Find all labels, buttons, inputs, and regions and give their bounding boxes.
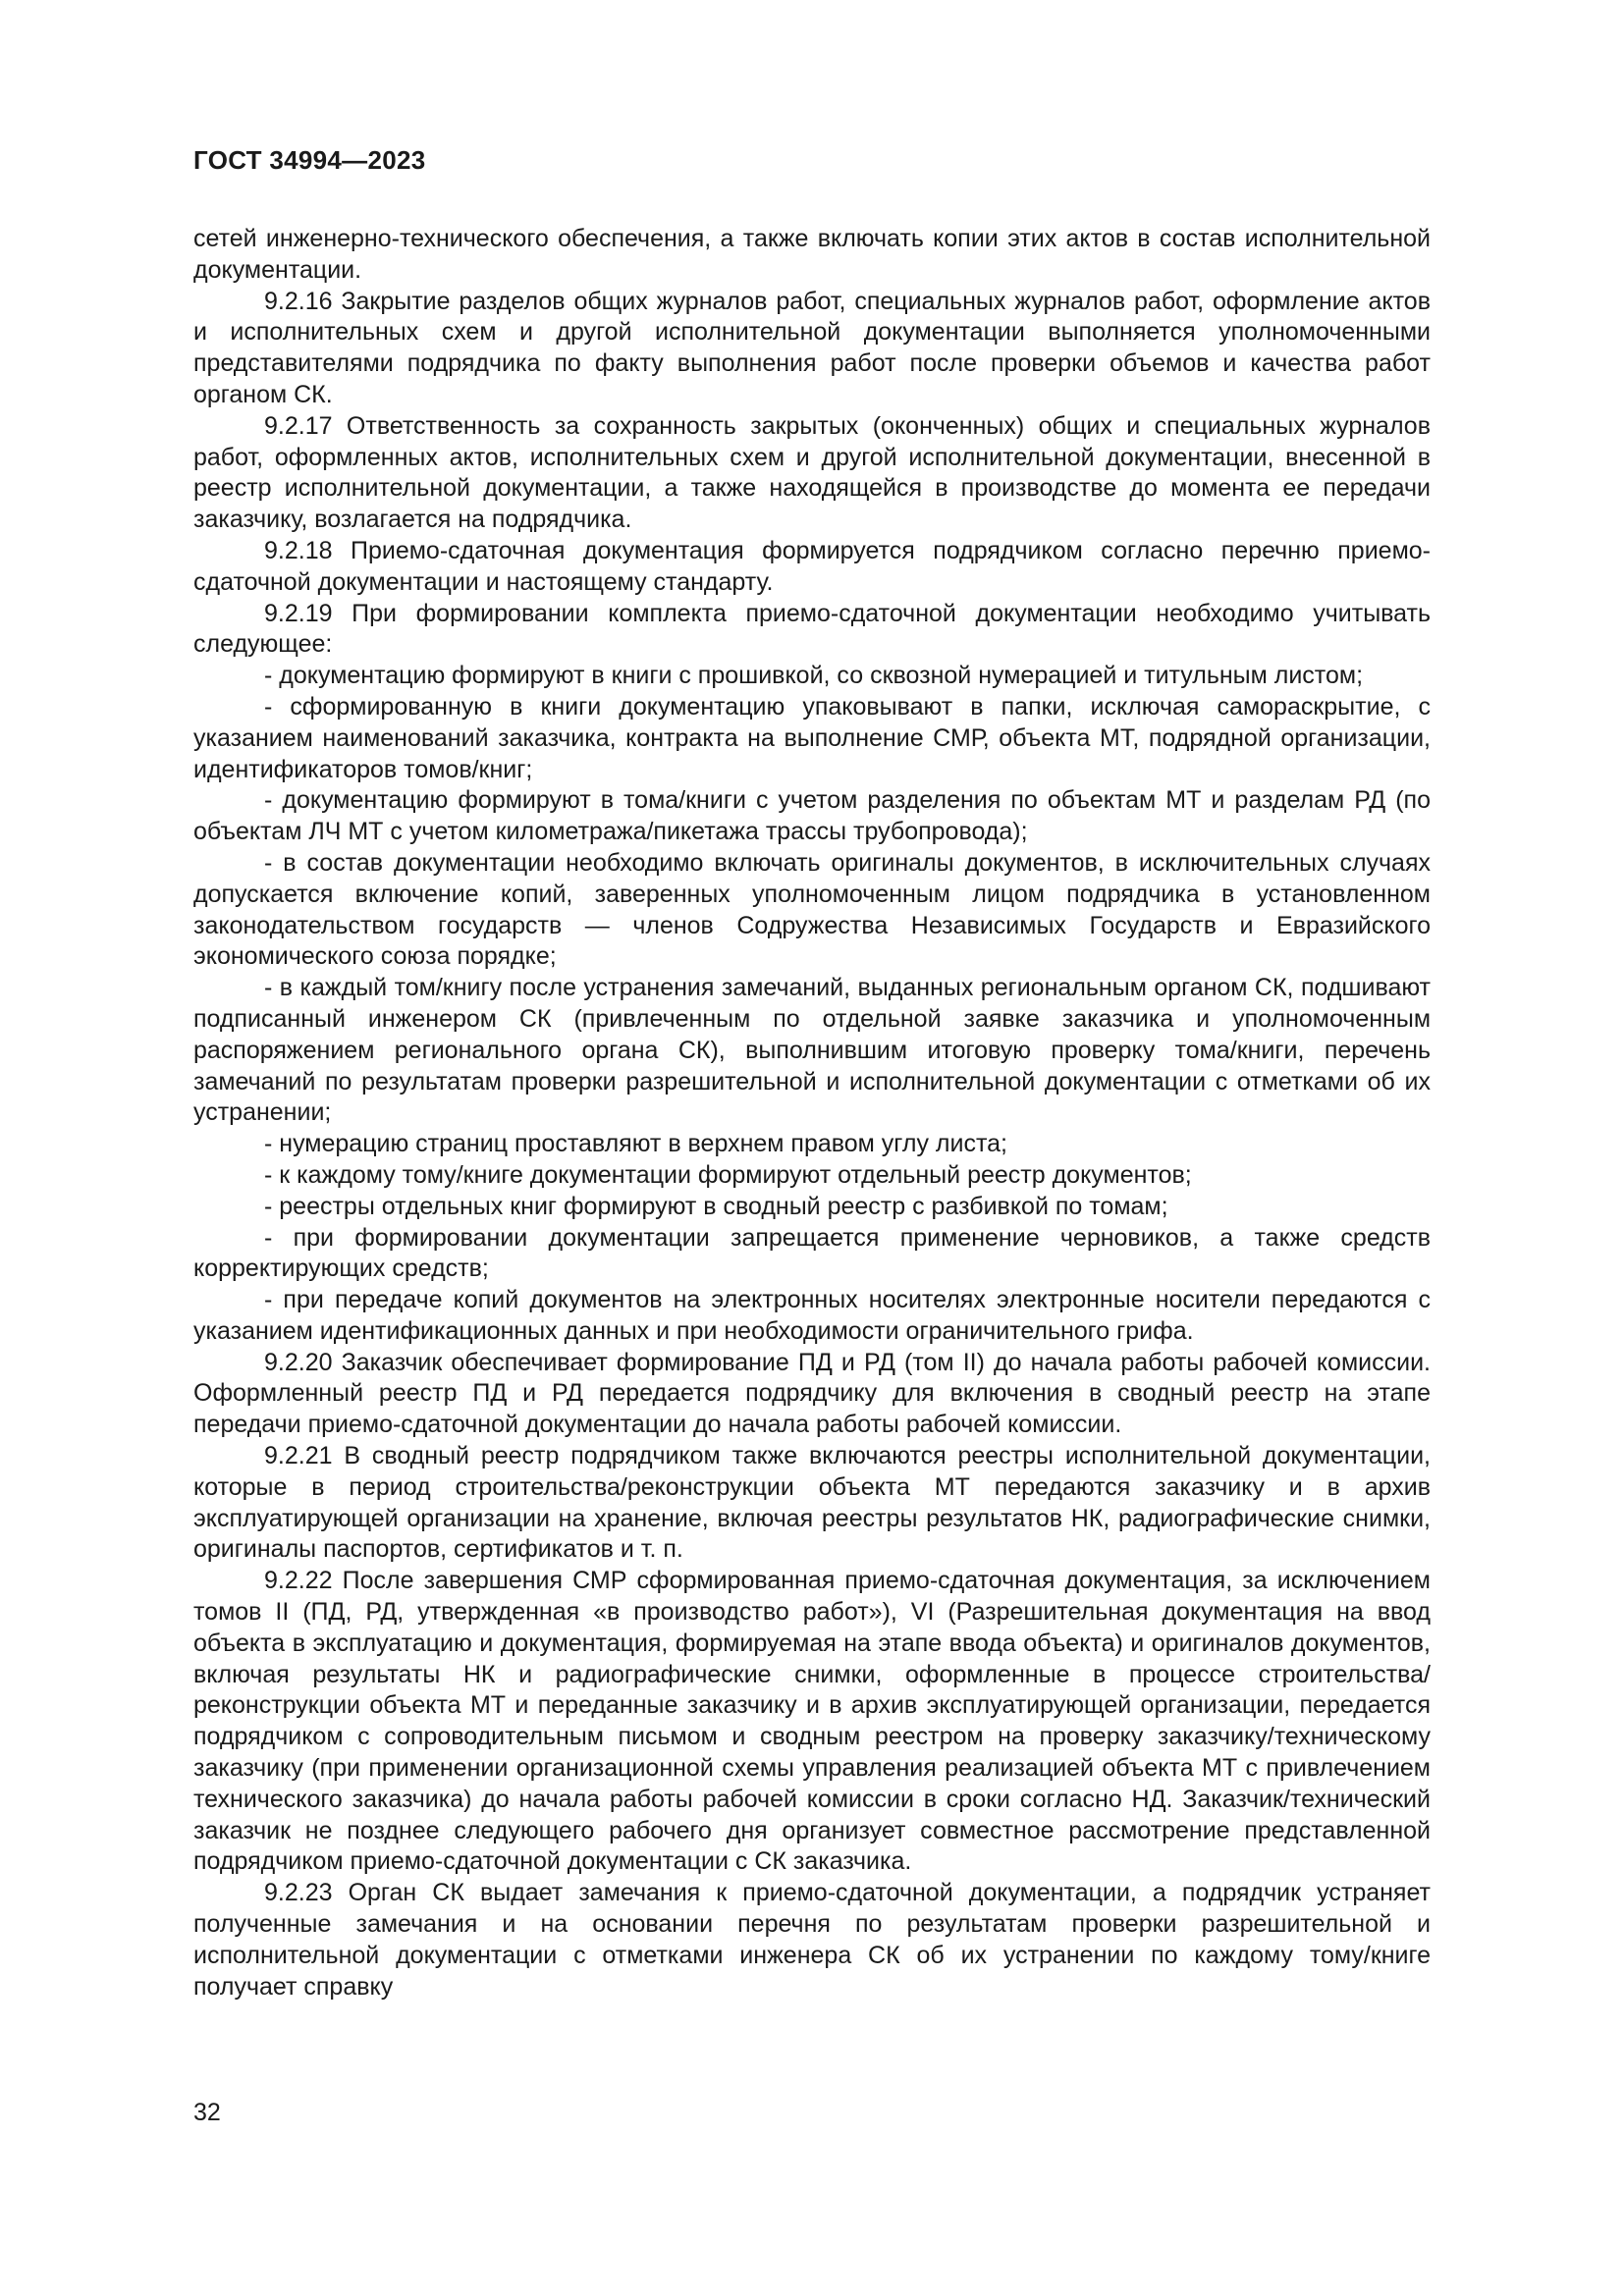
- paragraph-9-2-19: 9.2.19 При формировании комплекта приемо-сдаточной документации необходимо учитывать следующее:: [193, 599, 1431, 659]
- list-item: - в состав документации необходимо включать оригиналы документов, в исключительных случаях допускается включение копий, заверенных уполномоченным лицом подрядчика в установленном законодательством государств — членов Содружества Независимых Государств и Евразийского экономического союза порядке;: [193, 848, 1431, 971]
- list-item: - реестры отдельных книг формируют в сводный реестр с разбивкой по томам;: [264, 1192, 1168, 1220]
- paragraph-9-2-23: 9.2.23 Орган СК выдает замечания к приемо-сдаточной документации, а подрядчик устраняет полученные замечания и на основании перечня по результатам проверки разрешительной и исполнительной документации с отметками инженера СК об их устранении по каждому тому/книге получает справку: [193, 1879, 1431, 2001]
- list-item: - при передаче копий документов на электронных носителях электронные носители передаются с указанием идентификационных данных и при необходимости ограничительного грифа.: [193, 1286, 1431, 1345]
- document-header: ГОСТ 34994—2023: [193, 145, 426, 175]
- paragraph-9-2-22: 9.2.22 После завершения СМР сформированная приемо-сдаточная документация, за исключением томов II (ПД, РД, утвержденная «в производство работ»), VI (Разрешительная документация на ввод объекта в эксплуатацию и документация, формируемая на этапе ввода объекта) и оригиналов документов, включая результаты НК и радиографические снимки, оформленные в процессе строительства/реконструкции объекта МТ и переданные заказчику и в архив эксплуатирующей организации, передается подрядчиком с сопроводительным письмом и сводным реестром на проверку заказчику/техническому заказчику (при применении организационной схемы управления реализацией объекта МТ с привлечением технического заказчика) до начала работы рабочей комиссии в сроки согласно НД. Заказчик/технический заказчик не позднее следующего рабочего дня организует совместное рассмотрение представленной подрядчиком приемо-сдаточной документации с СК заказчика.: [193, 1567, 1431, 1876]
- list-item: - документацию формируют в книги с прошивкой, со сквозной нумерацией и титульным листом;: [264, 662, 1364, 690]
- paragraph-9-2-21: 9.2.21 В сводный реестр подрядчиком также включаются реестры исполнительной документации, которые в период строительства/реконструкции объекта МТ передаются заказчику и в архив эксплуатирующей организации на хранение, включая реестры результатов НК, радиографические снимки, оригиналы паспортов, сертификатов и т. п.: [193, 1442, 1431, 1564]
- document-body: [193, 224, 1431, 2002]
- paragraph-9-2-17: 9.2.17 Ответственность за сохранность закрытых (оконченных) общих и специальных журналов работ, оформленных актов, исполнительных схем и другой исполнительной документации, внесенной в реестр исполнительной документации, а также находящейся в производстве до момента ее передачи заказчику, возлагается на подрядчика.: [193, 411, 1431, 534]
- paragraph-9-2-20: 9.2.20 Заказчик обеспечивает формирование ПД и РД (том II) до начала работы рабочей комиссии. Оформленный реестр ПД и РД передается подрядчику для включения в сводный реестр на этапе передачи приемо-сдаточной документации до начала работы рабочей комиссии.: [193, 1348, 1431, 1439]
- paragraph-continuation: сетей инженерно-технического обеспечения, а также включать копии этих актов в состав исполнительной документации.: [193, 225, 1431, 284]
- list-item: - в каждый том/книгу после устранения замечаний, выданных региональным органом СК, подшивают подписанный инженером СК (привлеченным по отдельной заявке заказчика и уполномоченным распоряжением регионального органа СК), выполнившим итоговую проверку тома/книги, перечень замечаний по результатам проверки разрешительной и исполнительной документации с отметками об их устранении;: [193, 974, 1431, 1127]
- list-item: - нумерацию страниц проставляют в верхнем правом углу листа;: [264, 1130, 1007, 1158]
- list-item: - к каждому тому/книге документации формируют отдельный реестр документов;: [264, 1160, 1192, 1189]
- paragraph-9-2-16: 9.2.16 Закрытие разделов общих журналов работ, специальных журналов работ, оформление актов и исполнительных схем и другой исполнительной документации выполняется уполномоченными представителями подрядчика по факту выполнения работ после проверки объемов и качества работ органом СК.: [193, 287, 1431, 408]
- paragraph-9-2-18: 9.2.18 Приемо-сдаточная документация формируется подрядчиком согласно перечню приемо-сдаточной документации и настоящему стандарту.: [193, 536, 1431, 596]
- list-item: - сформированную в книги документацию упаковывают в папки, исключая самораскрытие, с указанием наименований заказчика, контракта на выполнение СМР, объекта МТ, подрядной организации, идентификаторов томов/книг;: [193, 692, 1431, 783]
- page-number: 32: [193, 2099, 221, 2126]
- list-item: - при формировании документации запрещается применение черновиков, а также средств корректирующих средств;: [193, 1223, 1431, 1283]
- list-item: - документацию формируют в тома/книги с учетом разделения по объектам МТ и разделам РД (по объектам ЛЧ МТ с учетом километража/пикетажа трассы трубопровода);: [193, 786, 1431, 846]
